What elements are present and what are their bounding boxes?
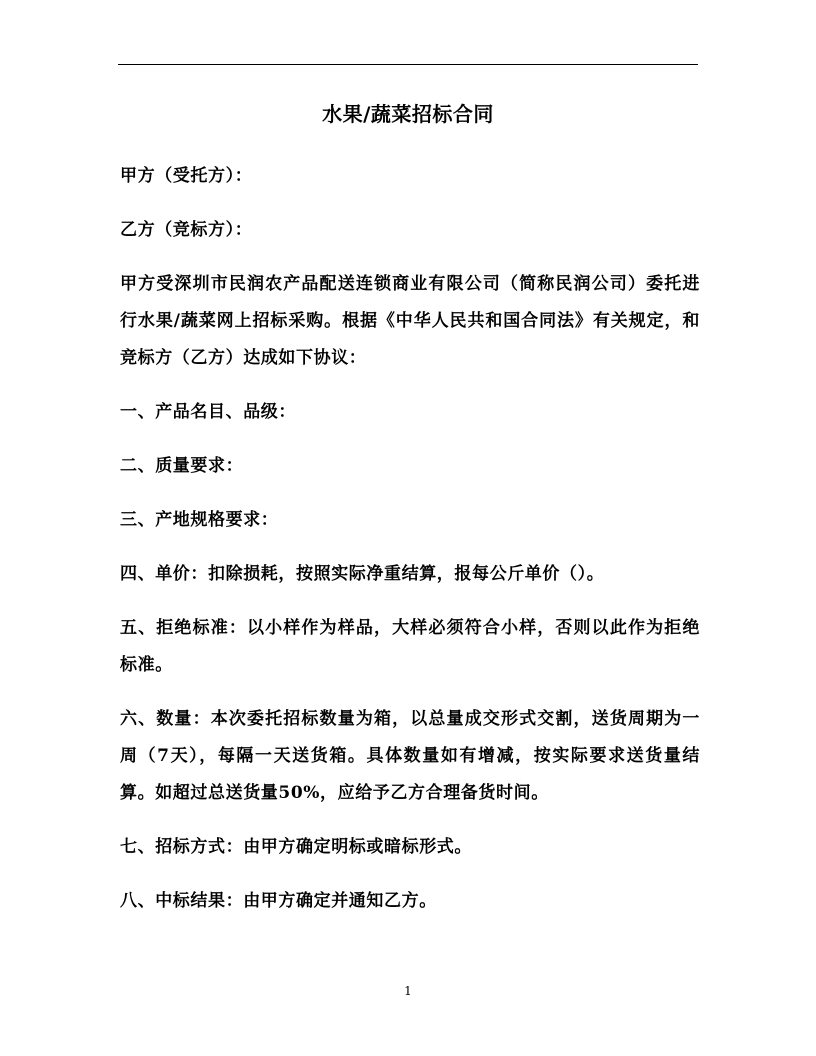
clause-2-quality: 二、质量要求：: [120, 456, 244, 476]
clause-1-product-grade: 一、产品名目、品级：: [120, 402, 296, 422]
party-a-line: 甲方（受托方）：: [120, 166, 253, 186]
page-number: 1: [404, 984, 412, 998]
header-rule: [118, 64, 698, 65]
document-body: [120, 158, 700, 937]
party-b-line: 乙方（竞标方）：: [120, 220, 253, 240]
preamble-paragraph: 甲方受深圳市民润农产品配送连锁商业有限公司（简称民润公司）委托进行水果/蔬菜网上招标采购。根据《中华人民共和国合同法》有关规定，和竞标方（乙方）达成如下协议：: [120, 274, 700, 368]
document-title: 水果/蔬菜招标合同: [322, 102, 494, 126]
clause-6-quantity: 六、数量：本次委托招标数量为箱，以总量成交形式交割，送货周期为一周（7天），每隔一天送货箱。具体数量如有增减，按实际要求送货量结算。如超过总送货量50%，应给予乙方合理备货时间。: [120, 709, 700, 803]
clause-3-origin-spec: 三、产地规格要求：: [120, 510, 279, 530]
clause-5-rejection: 五、拒绝标准：以小样作为样品，大样必须符合小样，否则以此作为拒绝标准。: [120, 618, 700, 675]
clause-7-bidding-method: 七、招标方式：由甲方确定明标或暗标形式。: [120, 837, 472, 857]
clause-4-unit-price: 四、单价：扣除损耗，按照实际净重结算，报每公斤单价（）。: [120, 564, 605, 584]
clause-8-award-result: 八、中标结果：由甲方确定并通知乙方。: [120, 891, 437, 911]
